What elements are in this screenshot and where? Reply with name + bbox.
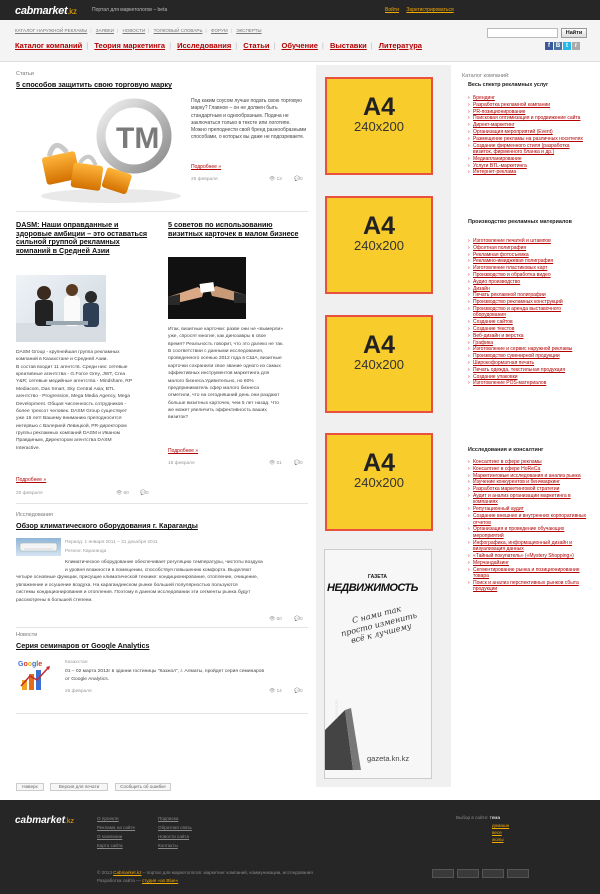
views-icon: 👁	[269, 461, 277, 466]
comments-icon: 💬	[294, 617, 300, 622]
business-cards-photo	[168, 257, 246, 319]
catalog-item[interactable]: › Сегментирование рынка и позиционирование товара	[468, 567, 590, 580]
catalog-item[interactable]: › Медиапланирование	[468, 156, 590, 163]
dasm-article-photo	[16, 275, 106, 342]
subnav-experts[interactable]: ЭКСПЕРТЫ	[236, 28, 262, 33]
search-button[interactable]: Найти	[561, 28, 587, 38]
research-title[interactable]: Обзор климатического оборудования г. Караганды	[16, 521, 198, 530]
trademark-illustration	[16, 96, 186, 206]
catalog-item[interactable]: › Маркетинговые исследования и анализ рынка	[468, 473, 590, 480]
dasm-article-views: 👁 60	[116, 491, 129, 496]
developer-link[interactable]: студия «ап Blue»	[141, 878, 179, 883]
nav-company-catalog[interactable]: Каталог компаний	[15, 41, 83, 50]
theme-option-3[interactable]: жолы	[492, 836, 504, 842]
research-views: 👁 50	[269, 617, 282, 622]
featured-article-date: 25 февраля	[191, 177, 218, 182]
catalog-item[interactable]: › Офсетная полиграфия	[468, 245, 590, 252]
catalog-item[interactable]: › Веб-дизайн и верстка	[468, 333, 590, 340]
copyright: © 2013 Cabmarket.kz – портал для маркетологов: маркетинг компаний, коммуникации, исследования	[97, 870, 313, 875]
newspaper-label: ГАЗЕТА	[368, 574, 387, 580]
catalog-item[interactable]: › Консалтинг в сфере HoReCa	[468, 466, 590, 473]
research-region: Регион: Караганда	[65, 549, 107, 554]
site-tagline: Портал для маркетологов – beta	[92, 7, 168, 13]
catalog-item[interactable]: › Изучение конкурентов и бенчмаркинг	[468, 479, 590, 486]
divider	[16, 211, 308, 212]
catalog-item[interactable]: › Изготовление POS-материалов	[468, 380, 590, 387]
views-icon: 👁	[269, 689, 277, 694]
catalog-item[interactable]: › Интернет-реклама	[468, 169, 590, 176]
sub-navigation: КАТАЛОГ НАРУЖНОЙ РЕКЛАМЫ | ЗАЯВКИ | НОВОСТИ | ТОЛКОВЫЙ СЛОВАРЬ | ФОРУМ | ЭКСПЕРТЫ	[15, 28, 262, 33]
back-to-top-button[interactable]: Наверх	[16, 783, 44, 791]
counter-badge-3[interactable]	[482, 869, 504, 878]
business-cards-article-title[interactable]: 5 советов по использованию визитных карточек в малом бизнесе	[168, 220, 299, 238]
vk-icon[interactable]: B	[555, 43, 561, 49]
catalog-item[interactable]: › Графика	[468, 340, 590, 347]
news-location: Казахстан	[65, 660, 88, 665]
catalog-item[interactable]: › Создание внешних и внутренних корпоративных отчетов	[468, 513, 590, 526]
developer-credit: Разработка сайта — студия «ап Blue»	[97, 878, 179, 883]
newspaper-name: НЕДВИЖИМОСТЬ	[327, 582, 418, 594]
news-views: 👁 14	[269, 689, 282, 694]
dasm-article-title[interactable]: DASM: Наши оправданные и здоровые амбиции – это оставаться сильной группой рекламных компаний в Средней Азии	[16, 220, 148, 255]
auth-links	[385, 7, 460, 14]
catalog-item[interactable]: › Печать рекламной полиграфии	[468, 292, 590, 299]
dasm-article-comments: 💬0	[140, 491, 149, 496]
newspaper-slogan: С нами так просто изменить всё к лучшему	[340, 604, 418, 646]
catalog-item[interactable]: › Услуги BTL-маркетинга	[468, 163, 590, 170]
top-bar	[0, 0, 600, 20]
nav-marketing-theory[interactable]: Теория маркетинга	[94, 41, 166, 50]
featured-article-title[interactable]: 5 способов защитить свою торговую марку	[16, 80, 173, 89]
catalog-item[interactable]: › Создание упаковки	[468, 374, 590, 381]
comments-icon: 💬	[140, 491, 146, 496]
svg-text:Google: Google	[18, 661, 43, 668]
rss-icon[interactable]: r	[572, 42, 580, 50]
articles-section-label: Статьи	[16, 71, 34, 77]
catalog-item[interactable]: › Брендинг	[468, 95, 590, 102]
catalog-item[interactable]: › Организация и проведение обучающих мероприятий	[468, 526, 590, 539]
catalog-item[interactable]: › Разработка рекламной кампании	[468, 102, 590, 109]
dasm-article-date: 20 февраля	[16, 491, 43, 496]
dasm-article-more-link[interactable]: Подробнее »	[16, 477, 47, 483]
office-people-image	[16, 275, 106, 342]
ad-banner-4[interactable]: A4 240x200	[325, 433, 433, 531]
footer-site-news-link[interactable]: Новости сайта	[158, 834, 190, 839]
catalog-label: Каталог компаний:	[462, 73, 510, 79]
register-link[interactable]: Зарегистрироваться	[406, 7, 454, 13]
divider	[16, 713, 308, 714]
catalog-item[interactable]: › Дизайн	[468, 286, 590, 293]
catalog-list-research	[468, 459, 590, 593]
catalog-item[interactable]: › Поиск и анализ перспективных рынков сбыта продукции	[468, 580, 590, 593]
footer	[0, 800, 600, 894]
footer-sitemap-link[interactable]: Карта сайта	[97, 843, 123, 848]
catalog-item[interactable]: › Репутационный аудит	[468, 506, 590, 513]
divider	[16, 627, 308, 628]
catalog-item[interactable]: › Производство и аренда выставочного оборудования	[468, 306, 590, 319]
catalog-item[interactable]: › «Тайный покупатель» («Mystery Shopping»)	[468, 553, 590, 560]
catalog-item[interactable]: › Создание текстов	[468, 326, 590, 333]
site-logo[interactable]: cabmarket.kz	[15, 5, 77, 17]
report-error-button[interactable]: Сообщить об ошибке	[115, 783, 171, 791]
subnav-outdoor-catalog[interactable]: КАТАЛОГ НАРУЖНОЙ РЕКЛАМЫ	[15, 28, 88, 33]
research-comments: 💬0	[294, 617, 303, 622]
research-text: Климатическое оборудование обеспечивает регуляцию температуры, чистоты воздуха и уровня влажности в помещении, способствуя повышению комфорта. Выделяют четыре основные функции, присущие климатической технике: кондиционирование, отопление, очищение, увлажнение и осушение воздуха. На карагандинском рынке большей популярностью пользуются системы кондиционирования и отопления. Поэтому в данном исследовании эти сегменты рынка будут рассмотрены в большей степени.	[16, 560, 263, 603]
theme-selector-label: Выбор в сайте: тема	[456, 815, 501, 820]
ad-banner-3[interactable]: A4 240x200	[325, 315, 433, 413]
footer-feedback-link[interactable]: Обратная связь	[158, 825, 192, 830]
catalog-item[interactable]: › Создание сайтов	[468, 319, 590, 326]
catalog-item[interactable]: › Производство сувенирной продукции	[468, 353, 590, 360]
research-period: Период: 1 января 2011 – 31 декабря 2011	[65, 540, 158, 545]
theme-option-2[interactable]: весе	[492, 829, 502, 835]
login-link[interactable]: Войти	[385, 7, 399, 13]
catalog-list-production	[468, 238, 590, 387]
business-cards-article-views: 👁 51	[269, 461, 282, 466]
business-cards-article-comments: 💬0	[294, 461, 303, 466]
svg-text:TM: TM	[116, 122, 160, 155]
catalog-item[interactable]: › Аудио производство	[468, 279, 590, 286]
catalog-list-ad-services	[468, 95, 590, 176]
air-conditioner-image	[16, 538, 61, 556]
comments-icon: 💬	[294, 177, 300, 182]
divider	[16, 503, 308, 504]
catalog-group-ad-services: Весь спектр рекламных услуг	[468, 82, 549, 88]
news-thumbnail	[16, 658, 56, 694]
catalog-item[interactable]: › Широкоформатная печать	[468, 360, 590, 367]
catalog-item[interactable]: › Рекламная фотосъемка	[468, 252, 590, 259]
business-card-exchange-image	[168, 257, 246, 319]
search-input[interactable]	[487, 28, 558, 38]
catalog-item[interactable]: › Аудит и анализ организации маркетинга в компаниях	[468, 493, 590, 506]
footer-subscribe-link[interactable]: Подписка	[158, 816, 179, 821]
catalog-item[interactable]: › Организация мероприятий (Event)	[468, 129, 590, 136]
views-icon: 👁	[269, 177, 277, 182]
ad-banner-1[interactable]: A4 240x200	[325, 77, 433, 175]
catalog-item[interactable]: › Создание фирменного стиля (разработка визиток, фирменного бланка и др.)	[468, 143, 590, 156]
nav-articles[interactable]: Статьи	[243, 41, 270, 50]
catalog-item[interactable]: › PR-позиционирование	[468, 109, 590, 116]
catalog-item[interactable]: › Инфографика, информационный дизайн и визуализация данных	[468, 540, 590, 553]
main-navigation: Каталог компаний | Теория маркетинга | Исследования | Статьи | Обучение | Выставки | Литература	[15, 41, 422, 50]
catalog-group-research: Исследования и консалтинг	[468, 447, 544, 453]
subnav-forum[interactable]: ФОРУМ	[210, 28, 228, 33]
footer-contacts-link[interactable]: Контакты	[158, 843, 178, 848]
google-analytics-chart-icon	[16, 658, 56, 694]
catalog-item[interactable]: › Производство рекламных конструкций	[468, 299, 590, 306]
catalog-item[interactable]: › Изготовление пластиковых карт	[468, 265, 590, 272]
facebook-icon[interactable]: f	[545, 42, 553, 50]
catalog-item[interactable]: › Мерчандайзинг	[468, 560, 590, 567]
newspaper-site: gazeta.kn.kz	[367, 754, 410, 763]
newspaper-tag: maxmedia	[333, 700, 339, 719]
theme-option-1[interactable]: домашн	[492, 823, 510, 828]
twitter-icon[interactable]: t	[563, 42, 571, 50]
counter-badge-1[interactable]	[432, 869, 454, 878]
featured-article-text: Под каким соусом лучше подать свою торговую марку? Главное – он не должен быть стандартным и однообразным. Подача не заключаться только в тексте или логотипе. Можно преподнести свой бренд разнообразными способами, о которых вы даже не подозреваете.	[191, 98, 307, 141]
newspaper-ad[interactable]	[324, 549, 432, 779]
news-section-label: Новости	[16, 632, 38, 638]
footer-about-link[interactable]: О проекте	[97, 816, 119, 821]
ad-banner-2[interactable]: A4 240x200	[325, 196, 433, 294]
news-date: 25 февраля	[65, 689, 92, 694]
views-icon: 👁	[116, 491, 124, 496]
featured-article-views: 👁 13	[269, 177, 282, 182]
nav-education[interactable]: Обучение	[281, 41, 318, 50]
nav-research[interactable]: Исследования	[177, 41, 232, 50]
catalog-item[interactable]: › Печать одежда, текстильная продукция	[468, 367, 590, 374]
catalog-group-production: Производство рекламных материалов	[468, 219, 572, 225]
trademark-3d-icon	[16, 96, 186, 206]
catalog-item[interactable]: › Консалтинг в сфере рекламы	[468, 459, 590, 466]
featured-article-more-link[interactable]: Подробнее »	[191, 164, 222, 170]
counter-badge-4[interactable]	[507, 869, 529, 878]
subnav-requests[interactable]: ЗАЯВКИ	[95, 28, 114, 33]
research-section-label: Исследования	[16, 512, 53, 518]
dasm-article-text: DASM Group - крупнейшая группа рекламных компаний в Казахстане и Средней Азии. В состав входит 11 агентств. Среди них: сетевые креативные агентства - G.Force Grey, JWT, Crea Y&R; сетевые медийные агентства - Mindshare, RP Mediacom, Das Smart, Sky Central Asia; BTL агентство - Progression, Mega Media Agency, Mega Development. Общая численность сотрудников - более трехсот человек. DASM Group существует уже 15 лет! Вашему вниманию преподносится интервью с Валерией Левицкой, PR-директором группы рекламных компаний DASM и Иваном Правдиным, Директором агентства DASM Interactive.	[16, 350, 133, 451]
catalog-item[interactable]: › Поисковая оптимизация и продвижение сайта	[468, 115, 590, 122]
nav-exhibitions[interactable]: Выставки	[329, 41, 367, 50]
business-cards-article-text: Итак, визитные карточки: разве они не «вымерли» уже, спросят многие, как динозавры в свое время? Реальность говорит, что это далеко не так. В соответствии с данными исследования, проведенного осенью 2012 года в США, визитные карточки сохранили свое звание одного из самых эффективных инструментов маркетинга для малого бизнеса.Удивительно, но 60% предприниматель сфер малого бизнеса отметили, что на сегодняшний день они раздают больше визитных карточек, чем 5 лет назад. Что же может увеличить эффективность ваших визиток?	[168, 327, 284, 421]
nav-literature[interactable]: Литература	[378, 41, 422, 50]
social-links	[545, 42, 581, 50]
subnav-news[interactable]: НОВОСТИ	[122, 28, 146, 33]
news-title[interactable]: Серия семинаров от Google Analytics	[16, 641, 150, 650]
catalog-item[interactable]: › Изготовление печатей и штампов	[468, 238, 590, 245]
counter-badge-2[interactable]	[457, 869, 479, 878]
print-version-button[interactable]: Версия для печати	[50, 783, 108, 791]
catalog-item[interactable]: › Директ-маркетинг	[468, 122, 590, 129]
business-cards-more-link[interactable]: Подробнее »	[168, 448, 199, 454]
news-comments: 💬0	[294, 689, 303, 694]
copyright-link[interactable]: Cabmarket.kz	[113, 870, 142, 875]
comments-icon: 💬	[294, 461, 300, 466]
news-text: 01 – 02 марта 2013г в здании гостиницы "Казжол", г. Алматы, пройдет серия семинаров от Google Analytics.	[65, 669, 265, 682]
footer-logo[interactable]: cabmarket.kz	[15, 815, 74, 826]
catalog-item[interactable]: › Производство и обработка видео	[468, 272, 590, 279]
featured-article-comments: 💬0	[294, 177, 303, 182]
catalog-item[interactable]: › Разработка маркетинговой стратегии	[468, 486, 590, 493]
catalog-item[interactable]: › Размещение рекламы на различных носителях	[468, 136, 590, 143]
subnav-dictionary[interactable]: ТОЛКОВЫЙ СЛОВАРЬ	[153, 28, 203, 33]
theme-options	[492, 823, 509, 844]
catalog-item[interactable]: › Изготовление и сервис наружной рекламы	[468, 346, 590, 353]
footer-advertising-link[interactable]: Реклама на сайте	[97, 825, 136, 830]
footer-company-link[interactable]: О компании	[97, 834, 123, 839]
views-icon: 👁	[269, 617, 277, 622]
research-thumbnail	[16, 538, 61, 556]
catalog-item[interactable]: › Рекламно-имиджевая полиграфия	[468, 258, 590, 265]
comments-icon: 💬	[294, 689, 300, 694]
business-cards-article-date: 18 февраля	[168, 461, 195, 466]
